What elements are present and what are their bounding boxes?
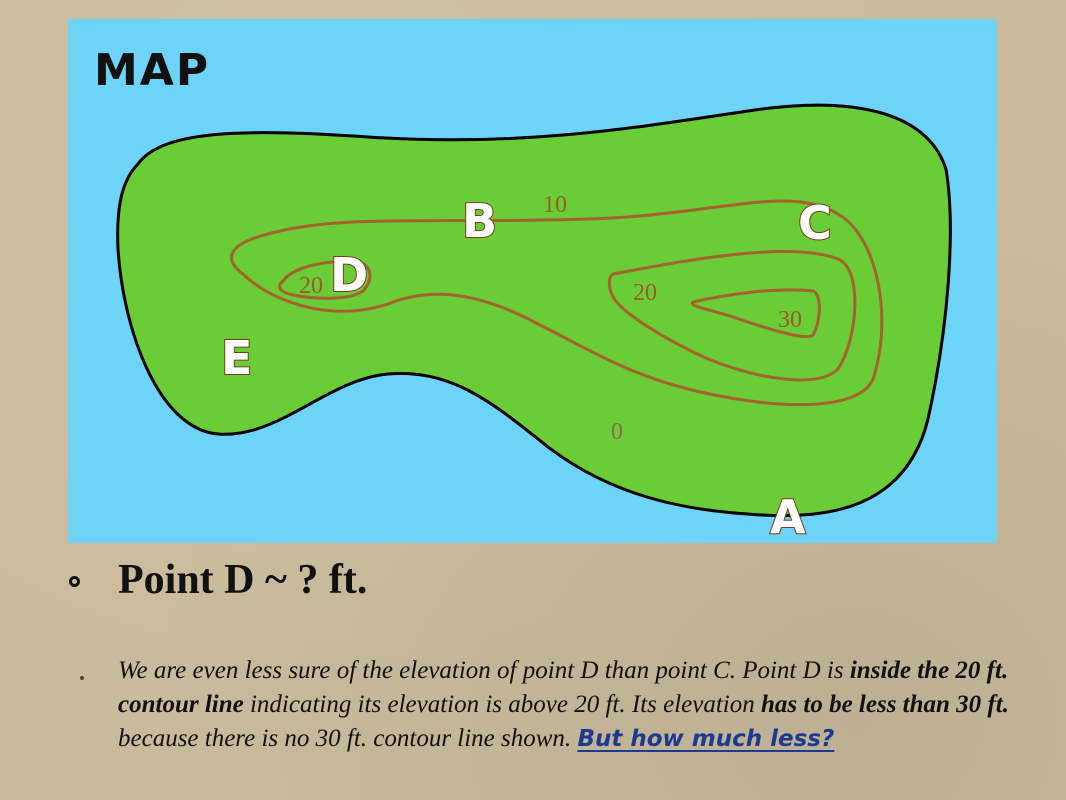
body-text-part3: because there is no 30 ft. contour line shown. [118,725,578,752]
body-text-bold-inside-20: inside the 20 ft. contour line [118,657,1009,718]
how-much-less-link[interactable]: But how much less? [577,726,835,752]
hollow-bullet-icon [69,576,80,587]
point-label-e: E [221,331,253,385]
contour-label-30: 30 [778,307,802,333]
slide-heading: Point D ~ ? ft. [118,557,368,603]
contour-label-20-left: 20 [299,273,323,299]
contour-label-10: 10 [543,192,567,218]
point-label-c: C [798,196,832,250]
contour-label-20-right: 20 [633,280,657,306]
body-text-bold-less-30: has to be less than 30 ft. [761,691,1009,718]
point-label-d: D [330,248,369,302]
heading-row [0,556,1066,616]
topographic-map [68,19,997,543]
point-label-b: B [462,194,498,248]
map-title: MAP [94,45,211,96]
map-drawing [68,19,997,543]
body-text [118,654,1038,756]
point-label-a: A [770,490,806,543]
body-text-part2: indicating its elevation is above 20 ft. Its elevation [243,691,761,718]
body-text-part1: We are even less sure of the elevation of point D than point C. Point D is [118,657,850,684]
body-paragraph [0,654,1066,794]
contour-label-0: 0 [611,419,623,445]
small-bullet-icon [80,676,84,680]
island-shoreline [118,105,951,516]
